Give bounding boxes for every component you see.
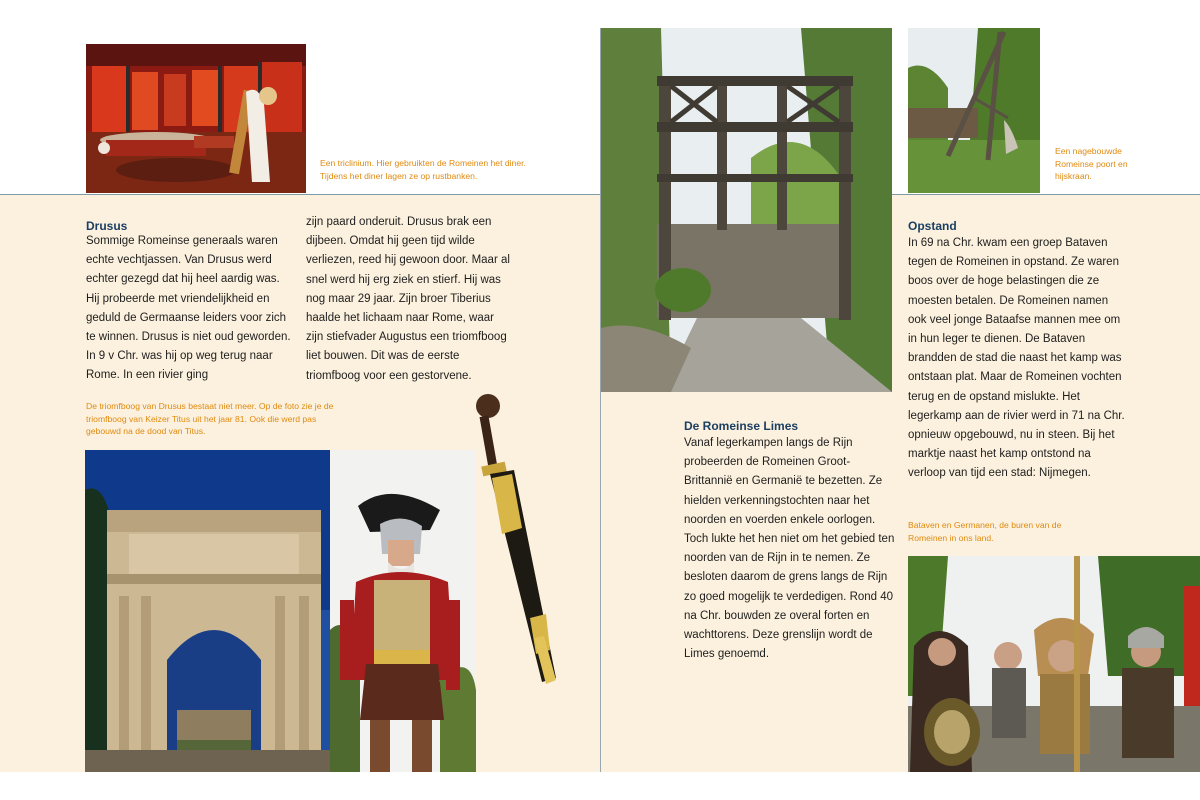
arch-caption: De triomfboog van Drusus bestaat niet meer. Op de foto zie je de triomfboog van Keizer Titus uit het jaar 81. Ook die werd pas gebouwd na de dood van Titus. (86, 401, 334, 436)
drusus-column-2: zijn paard onderuit. Drusus brak een dijbeen. Omdat hij geen tijd wilde verliezen, reed hij gewoon door. Maar al snel werd hij erg ziek en stierf. Hij was nog maar 29 jaar. Zijn broer Tiberius haalde het lichaam naar Rome, waar zijn stiefvader Augustus een triomfboog liet bouwen. Dit was de eerste triomfboog voor een gestorvene. (306, 216, 510, 382)
roman-gate-photo (601, 28, 892, 392)
triclinium-photo (86, 44, 306, 193)
opstand-text: In 69 na Chr. kwam een groep Bataven tegen de Romeinen in opstand. Ze waren boos over de hoge belastingen die ze moesten betalen. De Romeinen namen ook veel jonge Bataafse mannen mee om in hun leger te dienen. De Bataven brandden de stad die naast het kamp was ontstaan plat. Maar de Romeinen vochten terug en de opstand mislukte. Het legerkamp aan de rivier werd in 71 na Chr. opnieuw opgebouwd, nu in steen. Bij het marktje naast het kamp ontstond na verloop van tijd een stad: Nijmegen. (908, 237, 1125, 480)
limes-text: Vanaf legerkampen langs de Rijn probeerden de Romeinen Groot-Brittannië en Germanië te bezetten. Ze hielden verkenningstochten naar het noorden en voerden enkele oorlogen. Toch lukte het hen niet om het gebied ten noorden van de Rijn in te nemen. Ze besloten daarom de grens langs de Rijn zo goed mogelijk te verdedigen. Rond 40 na Chr. bouwden ze overal forten en wachttorens. Deze grenslijn wordt de Limes genoemd. (684, 437, 895, 661)
top-rule-right (892, 194, 1200, 195)
bataven-reenactors-photo (908, 556, 1200, 772)
roman-crane-photo (908, 28, 1040, 193)
arch-of-titus-photo (85, 450, 330, 772)
drusus-column-1: Sommige Romeinse generaals waren echte vechtjassen. Van Drusus werd echter gezegd dat hij heel aardig was. Hij probeerde met vriendelijkheid en geduld de Germaanse leiders voor zich te winnen. Drusus is niet oud geworden. In 9 v Chr. was hij op weg terug naar Rome. In een rivier ging (86, 235, 291, 382)
bataven-caption: Bataven en Germanen, de buren van de Romeinen in ons land. (908, 520, 1062, 543)
limes-heading: De Romeinse Limes (684, 419, 799, 433)
drusus-heading: Drusus (86, 219, 128, 233)
gladius-sword-image (470, 388, 570, 690)
triclinium-caption: Een triclinium. Hier gebruikten de Romeinen het diner. Tijdens het diner lagen ze op rustbanken. (320, 158, 526, 181)
top-rule-left (0, 194, 600, 195)
centurion-photo (330, 450, 476, 772)
gate-crane-caption: Een nagebouwde Romeinse poort en hijskraan. (1055, 146, 1128, 181)
opstand-heading: Opstand (908, 219, 957, 233)
